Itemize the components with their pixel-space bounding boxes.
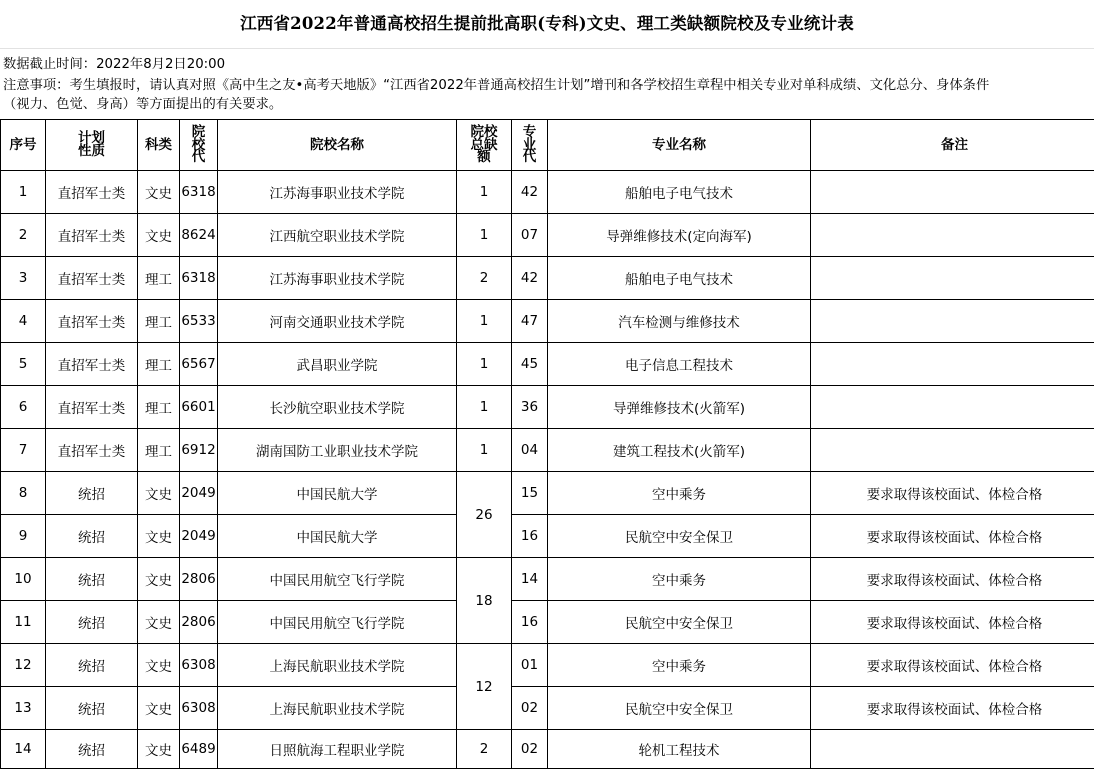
cell-seq: 4 <box>1 300 46 343</box>
cell-remark: 要求取得该校面试、体检合格 <box>811 515 1094 558</box>
cell-remark: 要求取得该校面试、体检合格 <box>811 601 1094 644</box>
cell-plan-type: 统招 <box>46 515 138 558</box>
cell-subject: 文史 <box>138 601 180 644</box>
cell-plan-type: 统招 <box>46 730 138 769</box>
cell-school-code: 6533 <box>180 300 218 343</box>
cell-school-name: 日照航海工程职业学院 <box>218 730 457 769</box>
cell-major-code: 14 <box>512 558 548 601</box>
vacancy-table <box>0 119 1094 769</box>
cell-seq: 6 <box>1 386 46 429</box>
cell-remark <box>811 257 1094 300</box>
cell-school-code: 6567 <box>180 343 218 386</box>
table-row <box>1 300 1094 343</box>
header-row <box>1 120 1094 171</box>
cell-plan-type: 统招 <box>46 687 138 730</box>
cell-seq: 7 <box>1 429 46 472</box>
notice-line-1: 注意事项：考生填报时，请认真对照《高中生之友•高考天地版》“江西省2022年普通高校招生计划”增刊和各学校招生章程中相关专业对单科成绩、文化总分、身体条件 <box>3 78 990 93</box>
cell-school-code: 6318 <box>180 171 218 214</box>
cell-school-code: 2049 <box>180 472 218 515</box>
cell-school-name: 中国民航大学 <box>218 515 457 558</box>
table-row <box>1 644 1094 687</box>
cell-school-name: 江苏海事职业技术学院 <box>218 171 457 214</box>
cell-major-name: 船舶电子电气技术 <box>548 171 811 214</box>
page-title: 江西省2022年普通高校招生提前批高职(专科)文史、理工类缺额院校及专业统计表 <box>240 14 854 33</box>
cell-major-name: 民航空中安全保卫 <box>548 687 811 730</box>
cell-remark <box>811 730 1094 769</box>
cell-school-code: 2806 <box>180 558 218 601</box>
header-subject: 科类 <box>138 120 180 171</box>
table-row <box>1 601 1094 644</box>
cell-remark <box>811 214 1094 257</box>
cell-school-name: 武昌职业学院 <box>218 343 457 386</box>
cell-subject: 理工 <box>138 429 180 472</box>
table-row <box>1 171 1094 214</box>
cell-subject: 文史 <box>138 644 180 687</box>
cell-school-name: 江西航空职业技术学院 <box>218 214 457 257</box>
cell-major-name: 空中乘务 <box>548 644 811 687</box>
header-school-vacancy: 院校总缺额 <box>457 120 512 171</box>
table-row <box>1 558 1094 601</box>
cell-school-vacancy: 18 <box>457 558 512 644</box>
cell-major-name: 空中乘务 <box>548 558 811 601</box>
cell-school-vacancy: 1 <box>457 386 512 429</box>
header-remark: 备注 <box>811 120 1094 171</box>
header-major-name: 专业名称 <box>548 120 811 171</box>
cell-remark <box>811 386 1094 429</box>
cell-major-name: 船舶电子电气技术 <box>548 257 811 300</box>
table-row <box>1 687 1094 730</box>
cell-major-name: 空中乘务 <box>548 472 811 515</box>
title-divider <box>0 48 1094 49</box>
cell-school-vacancy: 1 <box>457 343 512 386</box>
cell-school-vacancy: 26 <box>457 472 512 558</box>
cell-school-vacancy: 1 <box>457 429 512 472</box>
cell-school-name: 江苏海事职业技术学院 <box>218 257 457 300</box>
cell-major-name: 导弹维修技术(火箭军) <box>548 386 811 429</box>
cell-seq: 12 <box>1 644 46 687</box>
table-row <box>1 515 1094 558</box>
cell-subject: 文史 <box>138 730 180 769</box>
cell-seq: 9 <box>1 515 46 558</box>
cell-school-code: 6912 <box>180 429 218 472</box>
cell-major-name: 民航空中安全保卫 <box>548 601 811 644</box>
cell-school-vacancy: 2 <box>457 257 512 300</box>
cell-school-code: 6318 <box>180 257 218 300</box>
table-row <box>1 386 1094 429</box>
table-row <box>1 343 1094 386</box>
notice-line-2: （视力、色觉、身高）等方面提出的有关要求。 <box>3 97 283 112</box>
cell-plan-type: 直招军士类 <box>46 343 138 386</box>
cell-subject: 文史 <box>138 472 180 515</box>
cell-subject: 文史 <box>138 558 180 601</box>
cell-major-name: 导弹维修技术(定向海军) <box>548 214 811 257</box>
cell-major-code: 16 <box>512 601 548 644</box>
cell-plan-type: 直招军士类 <box>46 171 138 214</box>
header-seq: 序号 <box>1 120 46 171</box>
cell-major-name: 民航空中安全保卫 <box>548 515 811 558</box>
table-row <box>1 429 1094 472</box>
cell-major-code: 16 <box>512 515 548 558</box>
cell-school-vacancy: 12 <box>457 644 512 730</box>
cell-seq: 13 <box>1 687 46 730</box>
cell-major-code: 42 <box>512 171 548 214</box>
cell-major-code: 45 <box>512 343 548 386</box>
cell-seq: 8 <box>1 472 46 515</box>
cell-remark <box>811 171 1094 214</box>
cell-plan-type: 直招军士类 <box>46 300 138 343</box>
cell-remark: 要求取得该校面试、体检合格 <box>811 644 1094 687</box>
cell-school-vacancy: 1 <box>457 214 512 257</box>
cell-seq: 14 <box>1 730 46 769</box>
cell-school-name: 湖南国防工业职业技术学院 <box>218 429 457 472</box>
cell-major-code: 47 <box>512 300 548 343</box>
cell-plan-type: 直招军士类 <box>46 214 138 257</box>
cell-school-name: 中国民用航空飞行学院 <box>218 601 457 644</box>
cell-school-code: 8624 <box>180 214 218 257</box>
cell-seq: 5 <box>1 343 46 386</box>
cell-remark <box>811 343 1094 386</box>
cell-major-code: 07 <box>512 214 548 257</box>
header-plan-type: 计划性质 <box>46 120 138 171</box>
cell-school-name: 河南交通职业技术学院 <box>218 300 457 343</box>
cell-subject: 文史 <box>138 515 180 558</box>
cell-seq: 10 <box>1 558 46 601</box>
cell-major-code: 15 <box>512 472 548 515</box>
cell-subject: 文史 <box>138 687 180 730</box>
cell-school-name: 中国民用航空飞行学院 <box>218 558 457 601</box>
cell-major-name: 汽车检测与维修技术 <box>548 300 811 343</box>
cell-plan-type: 统招 <box>46 558 138 601</box>
cell-major-code: 02 <box>512 730 548 769</box>
header-major-code: 专业代 <box>512 120 548 171</box>
cell-plan-type: 直招军士类 <box>46 386 138 429</box>
cell-plan-type: 直招军士类 <box>46 257 138 300</box>
cell-subject: 文史 <box>138 214 180 257</box>
cell-major-name: 轮机工程技术 <box>548 730 811 769</box>
cell-school-name: 上海民航职业技术学院 <box>218 687 457 730</box>
cell-seq: 1 <box>1 171 46 214</box>
cell-subject: 理工 <box>138 257 180 300</box>
cell-school-vacancy: 1 <box>457 171 512 214</box>
cell-school-code: 6308 <box>180 687 218 730</box>
cell-seq: 11 <box>1 601 46 644</box>
table-row <box>1 214 1094 257</box>
cell-school-name: 中国民航大学 <box>218 472 457 515</box>
header-school-code: 院校代 <box>180 120 218 171</box>
cell-remark <box>811 300 1094 343</box>
cell-remark <box>811 429 1094 472</box>
cell-school-name: 长沙航空职业技术学院 <box>218 386 457 429</box>
cell-school-vacancy: 2 <box>457 730 512 769</box>
cell-school-code: 6308 <box>180 644 218 687</box>
cell-school-code: 2806 <box>180 601 218 644</box>
cell-school-vacancy: 1 <box>457 300 512 343</box>
cell-remark: 要求取得该校面试、体检合格 <box>811 472 1094 515</box>
table-row <box>1 472 1094 515</box>
cell-plan-type: 直招军士类 <box>46 429 138 472</box>
cell-plan-type: 统招 <box>46 644 138 687</box>
cell-seq: 3 <box>1 257 46 300</box>
cell-subject: 理工 <box>138 343 180 386</box>
table-row <box>1 730 1094 769</box>
cell-subject: 理工 <box>138 386 180 429</box>
cell-remark: 要求取得该校面试、体检合格 <box>811 687 1094 730</box>
cell-plan-type: 统招 <box>46 472 138 515</box>
cell-major-name: 电子信息工程技术 <box>548 343 811 386</box>
cell-remark: 要求取得该校面试、体检合格 <box>811 558 1094 601</box>
cell-plan-type: 统招 <box>46 601 138 644</box>
cell-subject: 理工 <box>138 300 180 343</box>
cell-major-code: 02 <box>512 687 548 730</box>
cell-subject: 文史 <box>138 171 180 214</box>
cell-seq: 2 <box>1 214 46 257</box>
cell-major-code: 36 <box>512 386 548 429</box>
cell-major-code: 42 <box>512 257 548 300</box>
cell-school-code: 6601 <box>180 386 218 429</box>
cell-school-name: 上海民航职业技术学院 <box>218 644 457 687</box>
table-row <box>1 257 1094 300</box>
header-school-name: 院校名称 <box>218 120 457 171</box>
cell-major-code: 04 <box>512 429 548 472</box>
data-deadline: 数据截止时间：2022年8月2日20:00 <box>3 57 226 72</box>
cell-major-name: 建筑工程技术(火箭军) <box>548 429 811 472</box>
cell-school-code: 2049 <box>180 515 218 558</box>
cell-major-code: 01 <box>512 644 548 687</box>
cell-school-code: 6489 <box>180 730 218 769</box>
